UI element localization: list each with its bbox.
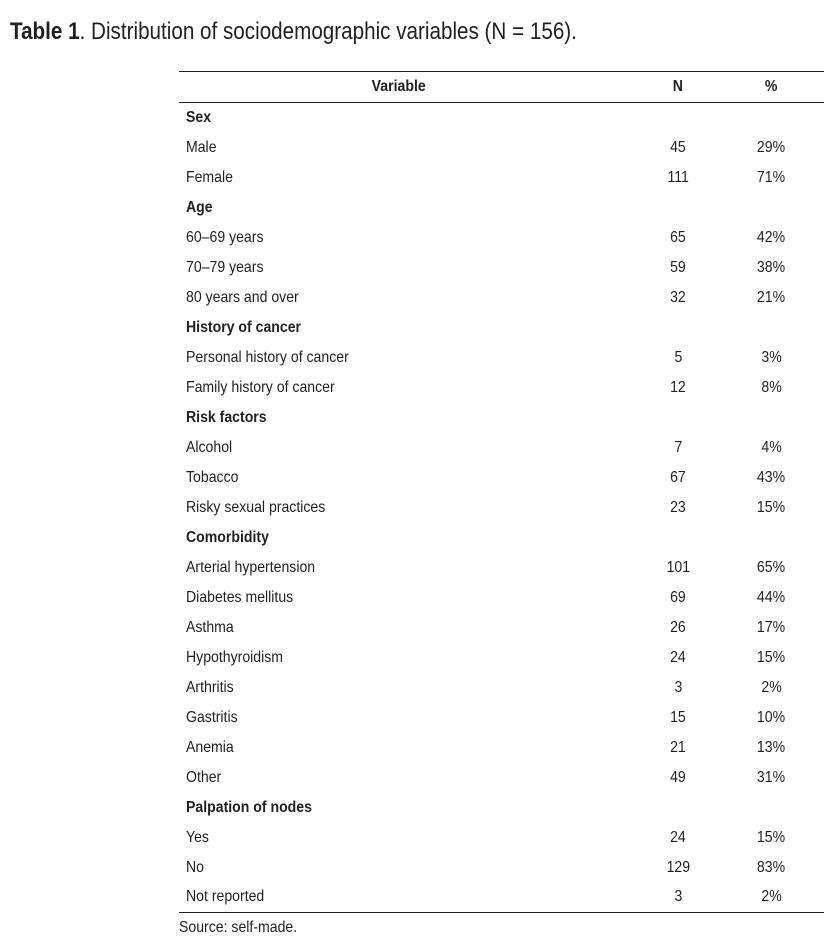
n-cell: 12 [670,378,686,396]
table-caption-text: . Distribution of sociodemographic variables (N = 156). [79,18,577,45]
table-source-note: Source: self-made. [179,919,298,936]
section-label: Comorbidity [186,528,269,546]
n-cell: 45 [670,138,686,156]
n-cell: 101 [666,558,690,576]
n-cell: 32 [670,288,686,306]
table-section-row [179,403,824,433]
percent-cell: 15% [757,498,786,516]
percent-cell: 42% [757,228,786,246]
table-caption-label: Table 1 [10,18,80,45]
percent-cell: 8% [761,378,782,396]
n-cell: 26 [670,618,686,636]
n-cell: 67 [670,468,686,486]
n-cell: 7 [674,438,682,456]
n-cell: 23 [670,498,686,516]
percent-cell: 38% [757,258,786,276]
percent-cell: 65% [757,558,786,576]
table-container [179,71,824,913]
percent-cell: 29% [757,138,786,156]
n-cell: 24 [670,648,686,666]
table-row [179,673,824,703]
table-row [179,643,824,673]
variable-cell: Asthma [186,618,234,636]
header-percent: % [765,78,778,95]
percent-cell [719,403,824,433]
table-row [179,433,824,463]
table-row [179,853,824,883]
n-cell: 3 [674,888,682,906]
variable-cell: Female [186,168,233,186]
percent-cell: 15% [757,648,786,666]
table-row [179,373,824,403]
section-label: Age [186,198,213,216]
percent-cell: 2% [761,888,782,906]
percent-cell: 71% [757,168,786,186]
table-row [179,733,824,763]
variable-cell: Gastritis [186,708,238,726]
n-cell: 69 [670,588,686,606]
table-section-row [179,793,824,823]
table-body [179,103,824,913]
table-row [179,763,824,793]
percent-cell [719,193,824,223]
table-row [179,343,824,373]
table-section-row [179,313,824,343]
table-row [179,133,824,163]
percent-cell: 4% [761,438,782,456]
table-section-row [179,193,824,223]
percent-cell: 10% [757,708,786,726]
table-section-row [179,103,824,133]
sociodemographic-table [179,71,824,913]
variable-cell: No [186,858,204,876]
variable-cell: 70–79 years [186,258,264,276]
table-row [179,883,824,913]
variable-cell: 60–69 years [186,228,264,246]
variable-cell: Risky sexual practices [186,498,326,516]
variable-cell: Other [186,768,222,786]
table-row [179,493,824,523]
percent-cell: 83% [757,858,786,876]
percent-cell [719,793,824,823]
table-row [179,463,824,493]
section-label: Sex [186,108,212,126]
n-cell [619,403,719,433]
table-header [179,72,824,103]
n-cell [619,523,719,553]
table-row [179,253,824,283]
percent-cell: 2% [761,678,782,696]
percent-cell: 44% [757,588,786,606]
table-row [179,163,824,193]
table-section-row [179,523,824,553]
n-cell: 59 [670,258,686,276]
n-cell: 129 [666,858,690,876]
section-label: History of cancer [186,318,302,336]
table-caption [10,14,577,50]
variable-cell: Arterial hypertension [186,558,316,576]
variable-cell: Hypothyroidism [186,648,284,666]
n-cell [619,103,719,133]
variable-cell: Male [186,138,217,156]
percent-cell [719,103,824,133]
variable-cell: Yes [186,828,209,846]
variable-cell: Family history of cancer [186,378,335,396]
n-cell: 21 [670,738,686,756]
n-cell: 111 [667,168,689,186]
variable-cell: Not reported [186,888,265,906]
n-cell [619,793,719,823]
header-variable: Variable [371,78,427,95]
percent-cell: 31% [757,768,786,786]
n-cell: 65 [670,228,686,246]
table-header-row [179,72,824,103]
variable-cell: Arthritis [186,678,234,696]
percent-cell: 21% [757,288,786,306]
variable-cell: Alcohol [186,438,233,456]
percent-cell: 3% [761,348,782,366]
variable-cell: Anemia [186,738,234,756]
percent-cell: 15% [757,828,786,846]
n-cell: 15 [670,708,686,726]
section-label: Risk factors [186,408,267,426]
percent-cell [719,523,824,553]
n-cell [619,193,719,223]
n-cell [619,313,719,343]
table-row [179,583,824,613]
table-row [179,613,824,643]
n-cell: 5 [674,348,682,366]
table-row [179,553,824,583]
variable-cell: Diabetes mellitus [186,588,294,606]
percent-cell: 13% [757,738,786,756]
percent-cell: 17% [757,618,786,636]
n-cell: 49 [670,768,686,786]
n-cell: 3 [674,678,682,696]
table-row [179,223,824,253]
table-row [179,703,824,733]
section-label: Palpation of nodes [186,798,312,816]
table-row [179,823,824,853]
header-n: N [672,78,684,95]
percent-cell [719,313,824,343]
n-cell: 24 [670,828,686,846]
variable-cell: Tobacco [186,468,239,486]
percent-cell: 43% [757,468,786,486]
variable-cell: 80 years and over [186,288,299,306]
variable-cell: Personal history of cancer [186,348,349,366]
table-row [179,283,824,313]
